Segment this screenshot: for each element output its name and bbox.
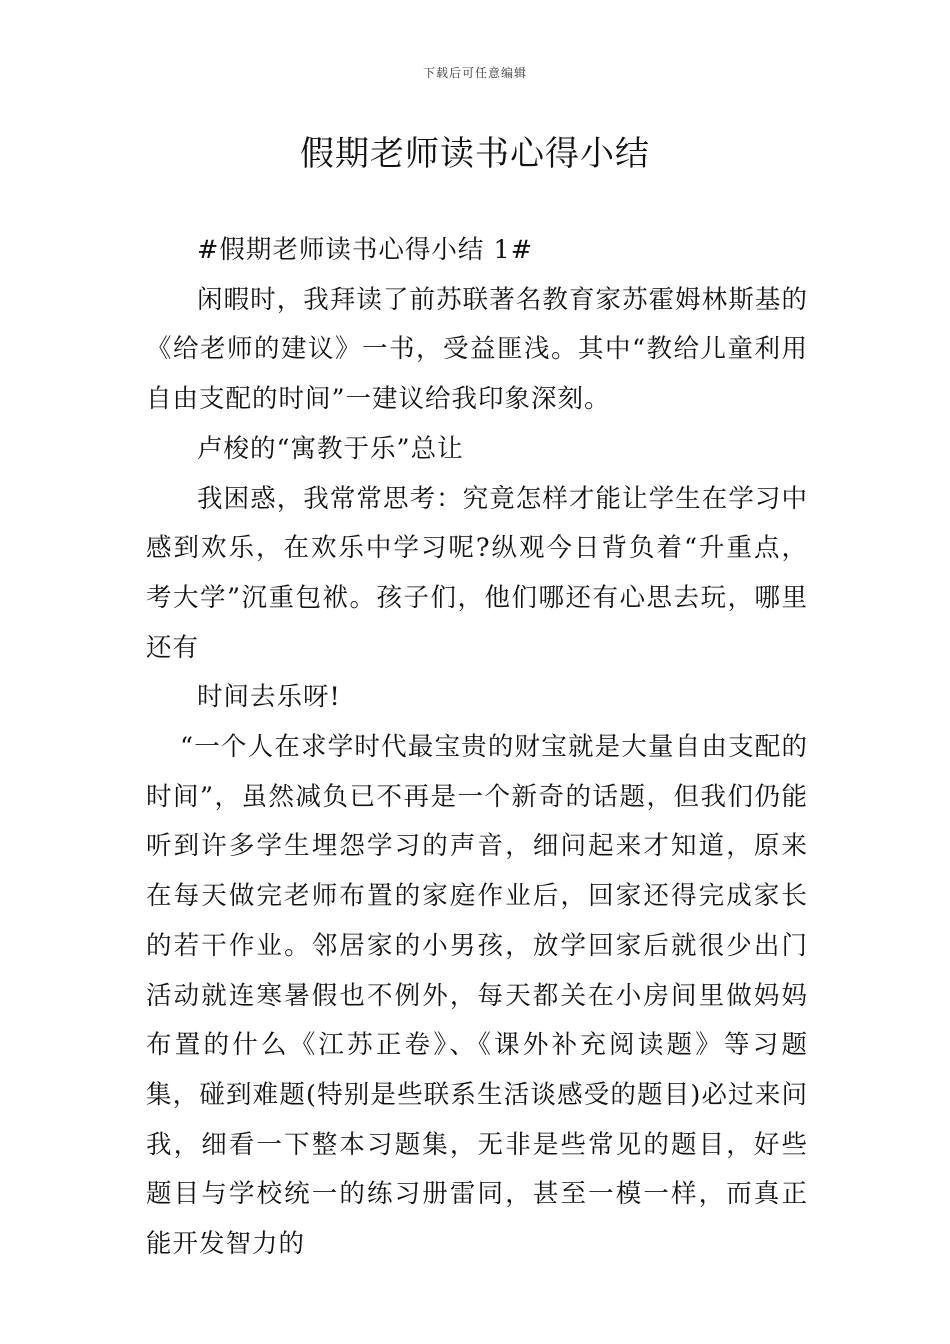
paragraph: 时间去乐呀! (197, 682, 341, 713)
paragraph: 我困惑，我常常思考：究竟怎样才能让学生在学习中感到欢乐，在欢乐中学习呢?纵观今日背负着“升重点，考大学”沉重包袱。孩子们，他们哪还有心思去玩，哪里还有 (146, 483, 808, 663)
document-body (146, 226, 808, 1270)
section-heading: #假期老师读书心得小结 1# (197, 235, 534, 265)
document-title: 假期老师读书心得小结 (300, 134, 650, 174)
paragraph: “一个人在求学时代最宝贵的财宝就是大量自由支配的时间”，虽然减负已不再是一个新奇的话题，但我们仍能听到许多学生埋怨学习的声音，细问起来才知道，原来在每天做完老师布置的家庭作业后，回家还得完成家长的若干作业。邻居家的小男孩，放学回家后就很少出门活动就连寒暑假也不例外，每天都关在小房间里做妈妈布置的什么《江苏正卷》、《课外补充阅读题》等习题集，碰到难题(特别是些联系生活谈感受的题目)必过来问我，细看一下整本习题集，无非是些常见的题目，好些题目与学校统一的练习册雷同，甚至一模一样，而真正能开发智力的 (146, 732, 808, 1260)
paragraph: 闲暇时，我拜读了前苏联著名教育家苏霍姆林斯基的《给老师的建议》一书，受益匪浅。其中“教给儿童利用自由支配的时间”一建议给我印象深刻。 (146, 284, 808, 415)
header-note: 下载后可任意编辑 (422, 66, 527, 80)
paragraph: 卢梭的“寓教于乐”总让 (197, 433, 464, 464)
